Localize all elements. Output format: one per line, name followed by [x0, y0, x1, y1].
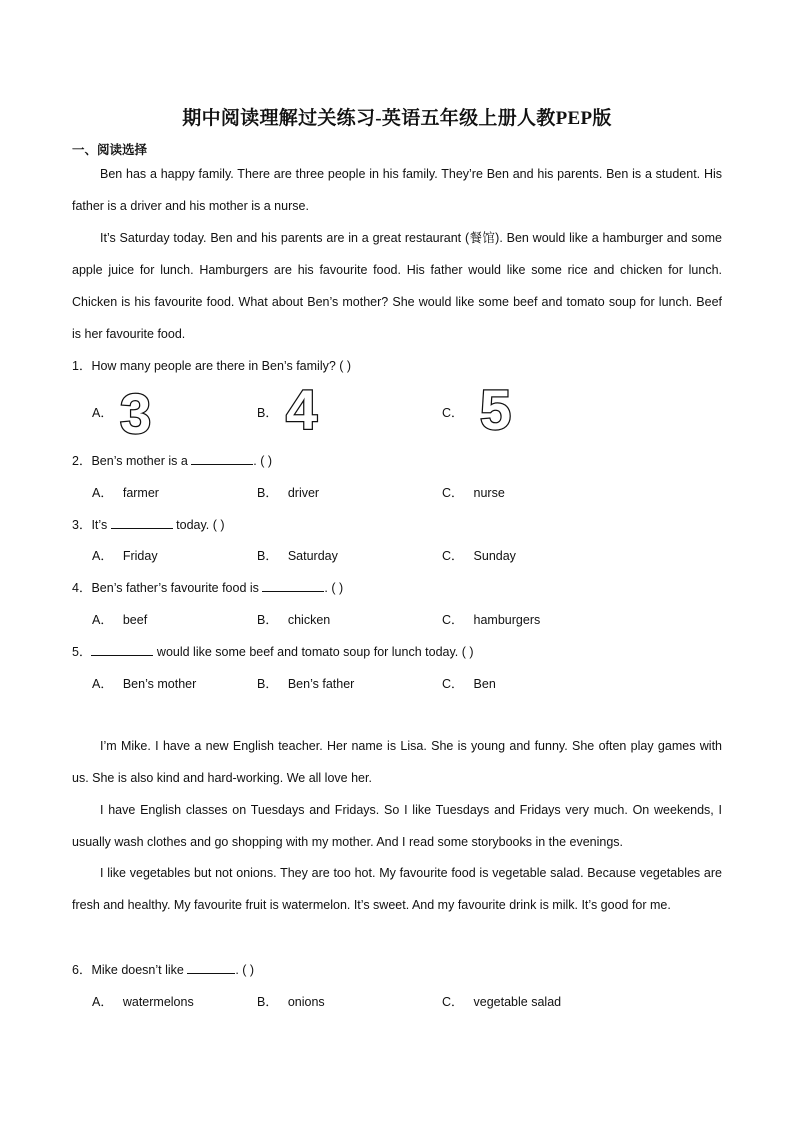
question-6-options — [92, 993, 732, 1011]
question-text: would like some beef and tomato soup for lunch today. ( ) — [153, 645, 474, 659]
option-a[interactable] — [92, 675, 196, 693]
option-text: driver — [287, 486, 320, 500]
option-c[interactable] — [442, 484, 505, 502]
option-letter: B． — [257, 406, 278, 420]
passage2-paragraph-2: I have English classes on Tuesdays and Fridays. So I like Tuesdays and Fridays very much. On weekends, I usually wash clothes and go shopping with my mother. And I read some storybooks in the evenings. — [72, 803, 722, 849]
option-letter: B． — [257, 486, 278, 500]
question-text: . ( ) — [253, 454, 273, 468]
passage2-paragraph-1: I’m Mike. I have a new English teacher. Her name is Lisa. She is young and funny. She often play games with us. She is also kind and hard-working. We all love her. — [72, 739, 722, 785]
question-text: 4．Ben’s father’s favourite food is — [72, 581, 263, 595]
option-a[interactable] — [92, 611, 147, 629]
question-text: 2．Ben’s mother is a — [72, 454, 192, 468]
section-heading: 一、阅读选择 — [72, 143, 148, 157]
question-1: 1．How many people are there in Ben’s family? ( ) — [72, 359, 352, 373]
option-letter: A． — [92, 486, 113, 500]
question-text: . ( ) — [324, 581, 344, 595]
question-text: 6．Mike doesn’t like — [72, 963, 188, 977]
option-letter: B． — [257, 677, 278, 691]
option-b[interactable] — [257, 404, 278, 422]
option-a[interactable] — [92, 547, 158, 565]
option-c[interactable] — [442, 675, 496, 693]
option-b[interactable] — [257, 675, 354, 693]
option-letter: C． — [442, 995, 464, 1009]
question-text: 3．It’s — [72, 518, 111, 532]
passage1-paragraph-1: Ben has a happy family. There are three people in his family. They’re Ben and his parents. Ben is a student. His father is a driver and his mother is a nurse. — [72, 167, 722, 213]
question-4-options — [92, 611, 732, 629]
option-text: nurse — [473, 486, 505, 500]
option-text: Saturday — [287, 549, 338, 563]
option-letter: A． — [92, 613, 113, 627]
answer-blank — [262, 579, 324, 592]
option-text: Ben’s mother — [122, 677, 197, 691]
option-b[interactable] — [257, 484, 319, 502]
question-text: today. ( ) — [172, 518, 225, 532]
option-text: farmer — [122, 486, 159, 500]
answer-blank — [191, 452, 253, 465]
question-5-options — [92, 675, 732, 693]
number-three-picture: 3 — [120, 382, 152, 445]
option-b[interactable] — [257, 993, 325, 1011]
number-five-picture: 5 — [480, 378, 512, 441]
question-2-options — [92, 484, 732, 502]
option-text: chicken — [287, 613, 331, 627]
option-letter: B． — [257, 613, 278, 627]
question-4 — [72, 579, 343, 597]
option-letter: B． — [257, 995, 278, 1009]
option-c[interactable] — [442, 993, 561, 1011]
passage1-paragraph-2: It’s Saturday today. Ben and his parents are in a great restaurant (餐馆). Ben would like a hamburger and some apple juice for lunch. Hamburgers are his favourite food. His father would like some rice and chicken for lunch. Chicken is his favourite food. What about Ben’s mother? She would like some beef and tomato soup for lunch. Beef is her favourite food. — [72, 231, 722, 341]
option-letter: A． — [92, 677, 113, 691]
option-letter: C． — [442, 613, 464, 627]
question-1-options — [92, 404, 732, 422]
answer-blank — [187, 961, 235, 974]
option-text: hamburgers — [473, 613, 541, 627]
option-text: vegetable salad — [473, 995, 562, 1009]
option-b[interactable] — [257, 547, 338, 565]
option-text: Ben’s father — [287, 677, 355, 691]
option-letter: C． — [442, 486, 464, 500]
option-letter: A． — [92, 995, 113, 1009]
option-text: beef — [122, 613, 148, 627]
passage2-paragraph-3: I like vegetables but not onions. They are too hot. My favourite food is vegetable salad. Because vegetables are fresh and healthy. My favourite fruit is watermelon. It’s sweet. And my favourite drink is milk. It’s good for me. — [72, 866, 722, 912]
question-6 — [72, 961, 254, 979]
option-a[interactable] — [92, 993, 194, 1011]
option-letter: B． — [257, 549, 278, 563]
question-2 — [72, 452, 272, 470]
question-5 — [72, 643, 474, 661]
option-text: onions — [287, 995, 325, 1009]
option-text: Friday — [122, 549, 158, 563]
option-letter: A． — [92, 406, 113, 420]
page-title: 期中阅读理解过关练习-英语五年级上册人教PEP版 — [182, 108, 612, 129]
option-c[interactable] — [442, 547, 516, 565]
answer-blank — [111, 516, 173, 529]
option-letter: A． — [92, 549, 113, 563]
question-text: 5． — [72, 645, 92, 659]
question-3-options — [92, 547, 732, 565]
option-c[interactable] — [442, 404, 464, 422]
option-letter: C． — [442, 406, 464, 420]
option-letter: C． — [442, 677, 464, 691]
option-text: Sunday — [473, 549, 516, 563]
option-letter: C． — [442, 549, 464, 563]
answer-blank — [91, 643, 153, 656]
question-3 — [72, 516, 225, 534]
option-a[interactable] — [92, 404, 113, 422]
option-b[interactable] — [257, 611, 330, 629]
option-a[interactable] — [92, 484, 159, 502]
option-c[interactable] — [442, 611, 540, 629]
option-text: watermelons — [122, 995, 194, 1009]
number-four-picture: 4 — [286, 378, 318, 441]
option-text: Ben — [473, 677, 496, 691]
question-text: . ( ) — [235, 963, 255, 977]
